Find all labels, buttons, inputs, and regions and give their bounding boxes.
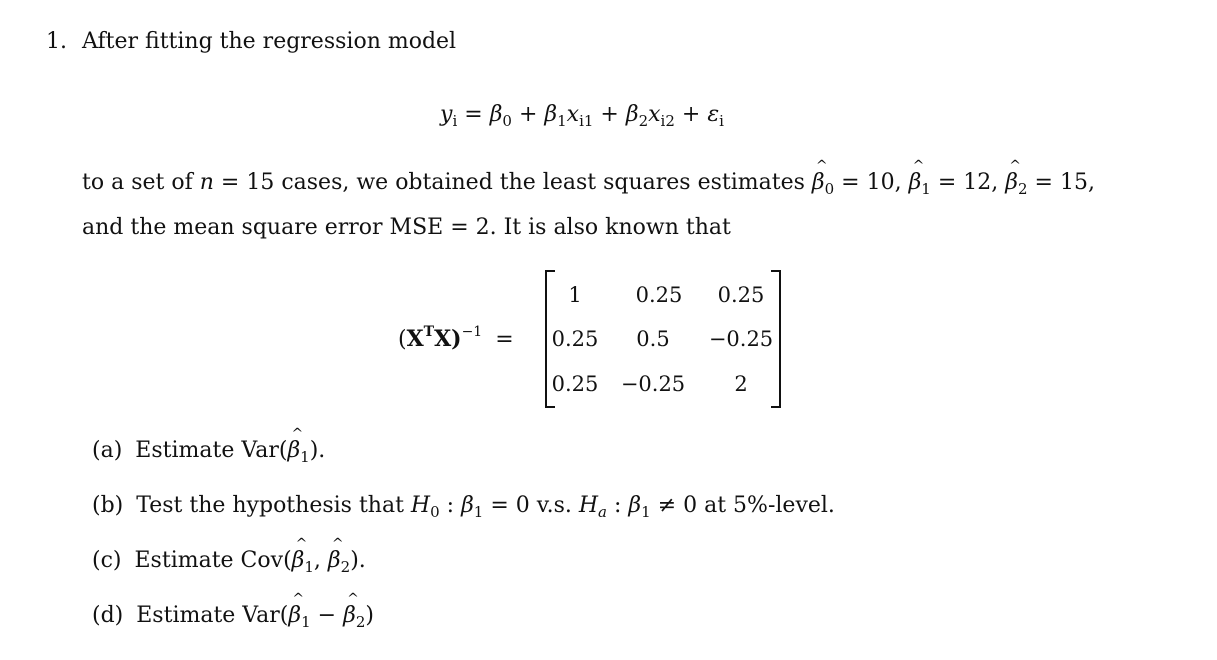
- matrix-label: $(X^TX)^{-1}$ =: [398, 324, 514, 352]
- problem-intro: After fitting the regression model: [82, 29, 457, 54]
- matrix-cell: 2: [734, 372, 748, 396]
- matrix-cell: 0.25: [551, 327, 599, 351]
- part-a: (a) Estimate Var(^ $\beta_1$).: [92, 440, 325, 465]
- matrix-cell: −0.25: [708, 327, 774, 351]
- part-c: (c) Estimate Cov(^ $\beta_1$, ^ $\beta_2$).: [92, 550, 366, 575]
- matrix-cell: −0.25: [620, 372, 686, 396]
- matrix-cell: 0.25: [717, 283, 765, 307]
- text-line-1: to a set of n = 15 cases, we obtained the least squares estimates ^ $\beta_0 = 10$, ^ $\beta_1 = 12$, ^ $\beta_2 = 15$,: [82, 172, 1095, 197]
- xtx-inverse-matrix: [545, 270, 781, 406]
- problem-number: 1.: [46, 29, 67, 54]
- matrix-cell: 0.25: [635, 283, 683, 307]
- part-d: (d) Estimate Var(^ $\beta_1$ − ^ $\beta_2$): [92, 605, 374, 630]
- part-b: (b) Test the hypothesis that $H_0$ : $\beta_1 = 0$ v.s. $H_a$ : $\beta_1 \ne 0$ at 5%-level.: [92, 493, 835, 521]
- matrix-cell: 0.25: [551, 372, 599, 396]
- matrix-cell: 0.5: [636, 327, 670, 351]
- matrix-cell: 1: [568, 283, 582, 307]
- regression-equation: $y_i = \beta_0 + \beta_1x_{i1} + \beta_2x_{i2} + \varepsilon_i$: [440, 102, 724, 130]
- text-line-2: and the mean square error MSE = 2. It is also known that: [82, 215, 731, 240]
